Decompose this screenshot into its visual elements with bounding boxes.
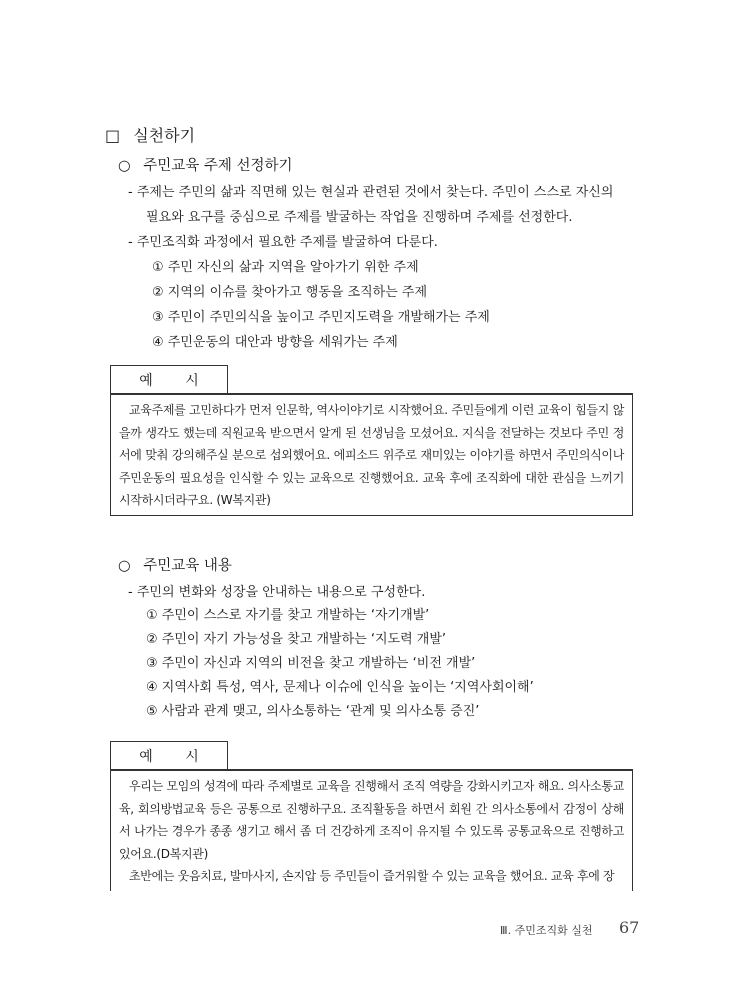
section-title: 실천하기 xyxy=(133,126,196,145)
example-text: 교육주제를 고민하다가 먼저 인문학, 역사이야기로 시작했어요. 주민들에게 이런 교육이 힘들지 않을까 생각도 했는데 직원교육 받으면서 알게 된 선생님을 모셨어요. 지식을 전달하는 것보다 주민 정서에 맞춰 강의해주실 분으로 섭외했어요. 에피소드 위주로 재미있는 이야기를 하면서 주민의식이나 주민운동의 필요성을 인식할 수 있는 교육으로 진행했어요. 교육 후에 조직화에 대한 관심을 느끼기 시작하시더라구요. (W복지관) xyxy=(119,403,624,507)
topic-bullet-1-cont: 필요와 요구를 중심으로 주제를 발굴하는 작업을 진행하며 주제를 선정한다. xyxy=(146,210,573,225)
topic-item-4: ④ 주민운동의 대안과 방향을 세워가는 주제 xyxy=(152,335,398,350)
content-item-1: ① 주민이 스스로 자기를 찾고 개발하는 ‘자기개발’ xyxy=(146,608,430,623)
square-bullet-icon: □ xyxy=(105,126,121,145)
topic-selection-title: 주민교육 주제 선정하기 xyxy=(143,158,293,174)
example-box xyxy=(110,393,633,516)
content-item-4: ④ 지역사회 특성, 역사, 문제나 이슈에 인식을 높이는 ‘지역사회이해’ xyxy=(146,680,534,695)
topic-item-3: ③ 주민이 주민의식을 높이고 주민지도력을 개발해가는 주제 xyxy=(152,310,490,325)
topic-item-2: ② 지역의 이슈를 찾아가고 행동을 조직하는 주제 xyxy=(152,285,428,300)
education-content-title: 주민교육 내용 xyxy=(143,558,232,574)
content-item-5: ⑤ 사람과 관계 맺고, 의사소통하는 ‘관계 및 의사소통 증진’ xyxy=(146,704,480,719)
circle-bullet-icon: ○ xyxy=(118,558,131,574)
example-label: 예 시 xyxy=(110,365,228,394)
example-text: 우리는 모임의 성격에 따라 주제별로 교육을 진행해서 조직 역량을 강화시키고자 해요. 의사소통교육, 회의방법교육 등은 공통으로 진행하구요. 조직활동을 하면서 회원 간 의사소통에서 감정이 상해서 나가는 경우가 종종 생기고 해서 좀 더 건강하게 조직이 유지될 수 있도록 공통교육으로 진행하고 있어요.(D복지관) xyxy=(119,779,624,861)
chapter-label: Ⅲ. 주민조직화 실천 xyxy=(500,924,593,937)
education-content-heading xyxy=(118,554,232,575)
example-label: 예 시 xyxy=(110,741,228,770)
topic-item-1: ① 주민 자신의 삶과 지역을 알아가기 위한 주제 xyxy=(152,260,419,275)
page-number: 67 xyxy=(619,918,640,937)
content-item-2: ② 주민이 자기 가능성을 찾고 개발하는 ‘지도력 개발’ xyxy=(146,632,447,647)
content-item-3: ③ 주민이 자신과 지역의 비전을 찾고 개발하는 ‘비전 개발’ xyxy=(146,656,476,671)
circle-bullet-icon: ○ xyxy=(118,158,131,174)
topic-bullet-2: - 주민조직화 과정에서 필요한 주제를 발굴하여 다룬다. xyxy=(128,235,438,250)
content-bullet: - 주민의 변화와 성장을 안내하는 내용으로 구성한다. xyxy=(128,585,426,600)
section-heading xyxy=(105,123,195,146)
example-box xyxy=(110,769,633,891)
example-text-continued: 초반에는 웃음치료, 발마사지, 손지압 등 주민들이 즐거워할 수 있는 교육을 했어요. 교육 후에 장 xyxy=(129,869,615,883)
topic-bullet-1: - 주제는 주민의 삶과 직면해 있는 현실과 관련된 것에서 찾는다. 주민이 스스로 자신의 xyxy=(128,185,614,200)
topic-selection-heading xyxy=(118,154,293,175)
